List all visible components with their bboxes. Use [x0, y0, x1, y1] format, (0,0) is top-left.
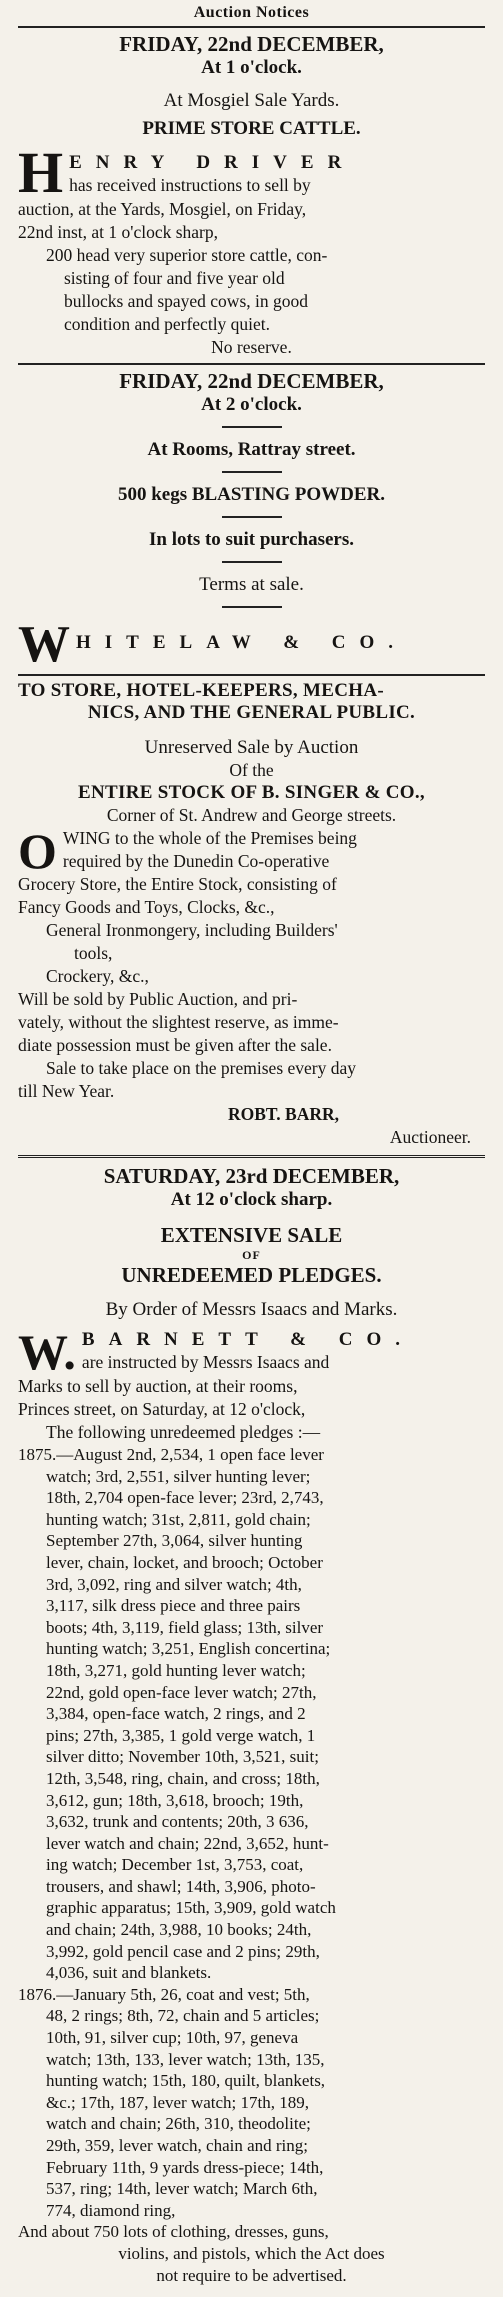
closing-line: And about 750 lots of clothing, dresses, guns,	[18, 2222, 329, 2242]
ad4-body-line: Princes street, on Saturday, at 12 o'clock,	[18, 1399, 306, 1419]
pledge-line: 29th, 359, lever watch, chain and ring;	[46, 2136, 309, 2155]
ad3-body-line: diate possession must be given after the sale.	[18, 1035, 332, 1055]
ad2-auctioneer-name: HITELAW & CO.	[76, 632, 408, 653]
ad3-signer: ROBT. BARR,	[228, 1104, 340, 1124]
ad3-body-line: vately, without the slightest reserve, as imme-	[18, 1012, 339, 1032]
pledge-line: lever, chain, locket, and brooch; October	[46, 1552, 323, 1572]
pledge-line: 10th, 91, silver cup; 10th, 97, geneva	[46, 2028, 299, 2048]
ad3-notice	[18, 823, 485, 879]
ad1-reserve: No reserve.	[211, 337, 292, 357]
ad1-body-line: auction, at the Yards, Mosgiel, on Friday,	[18, 199, 307, 219]
ad4-body-line: Marks to sell by auction, at their rooms,	[18, 1376, 298, 1396]
ad1-item-line: 200 head very superior store cattle, con-	[46, 245, 328, 265]
pledge-list-1876	[18, 1984, 485, 2222]
ad4-heading2: UNREDEEMED PLEDGES.	[121, 1263, 382, 1287]
ad3-dropcap: O	[18, 823, 57, 879]
ad3-sub2: Of the	[229, 760, 274, 780]
pledge-line: silver ditto; November 10th, 3,521, suit;	[46, 1747, 319, 1767]
ad3-list-item: Crockery, &c.,	[46, 966, 149, 986]
pledge-line: 22nd, gold open-face lever watch; 27th,	[46, 1682, 317, 1702]
ad3-body-line: required by the Dunedin Co-operative	[62, 851, 330, 871]
ad1-date: FRIDAY, 22nd DECEMBER,	[119, 32, 384, 56]
pledge-line: 3,632, trunk and contents; 20th, 3 636,	[46, 1812, 309, 1832]
pledge-line: 18th, 2,704 open-face lever; 23rd, 2,743,	[46, 1488, 324, 1508]
pledge-line: lever watch and chain; 22nd, 3,652, hunt-	[46, 1833, 329, 1853]
pledge-line: graphic apparatus; 15th, 3,909, gold watch	[46, 1898, 336, 1918]
pledge-line: hunting watch; 31st, 2,811, gold chain;	[46, 1509, 311, 1529]
pledge-line: 3,384, open-face watch, 2 rings, and 2	[46, 1704, 306, 1724]
short-rule	[222, 516, 282, 518]
pledge-line: 18th, 3,271, gold hunting lever watch;	[46, 1660, 306, 1680]
ad1-body-line: 22nd inst, at 1 o'clock sharp,	[18, 222, 218, 242]
ad1-body-line: has received instructions to sell by	[69, 175, 311, 195]
ad2-terms: Terms at sale.	[199, 574, 304, 595]
header-rule	[18, 26, 485, 28]
short-rule	[222, 471, 282, 473]
ad1-item-line: sisting of four and five year old	[64, 268, 285, 288]
pledge-list-1875	[18, 1444, 485, 1984]
ad2-item: 500 kegs BLASTING POWDER.	[117, 484, 386, 505]
pledge-line: ing watch; December 1st, 3,753, coat,	[46, 1855, 304, 1875]
pledge-line: 774, diamond ring,	[46, 2200, 176, 2220]
pledge-line: 3,612, gun; 18th, 3,618, brooch; 19th,	[46, 1790, 304, 1810]
ad-whitelaw-powder	[18, 369, 485, 673]
pledge-line: watch and chain; 26th, 310, theodolite;	[46, 2114, 311, 2134]
pledge-line: and chain; 24th, 3,988, 10 books; 24th,	[46, 1920, 312, 1940]
auction-notices-page	[9, 0, 494, 2286]
section-rule	[18, 1155, 485, 1158]
pledge-line: trousers, and shawl; 14th, 3,906, photo-	[46, 1876, 316, 1896]
pledge-line: &c.; 17th, 187, lever watch; 17th, 189,	[46, 2092, 309, 2112]
pledge-line: 1876.—January 5th, 26, coat and vest; 5th,	[18, 1984, 310, 2004]
ad2-place: At Rooms, Rattray street.	[147, 439, 356, 460]
ad4-auctioneer-name: BARNETT & CO.	[81, 1329, 415, 1350]
ad2-dropcap: W	[18, 616, 70, 673]
ad1-time: At 1 o'clock.	[201, 57, 302, 78]
pledge-line: 3rd, 3,092, ring and silver watch; 4th,	[46, 1574, 302, 1594]
ad2-auctioneer	[18, 616, 485, 673]
ad4-heading1: EXTENSIVE SALE	[160, 1223, 343, 1247]
ad3-body-line: WING to the whole of the Premises being	[62, 828, 357, 848]
pledge-line: 3,117, silk dress piece and three pairs	[46, 1596, 301, 1616]
closing-line: violins, and pistols, which the Act does	[118, 2243, 385, 2263]
page-header: Auction Notices	[193, 4, 310, 21]
ad-barnett-pledges	[18, 1164, 485, 2286]
pledge-line: 537, ring; 14th, lever watch; March 6th,	[46, 2179, 318, 2199]
ad4-time: At 12 o'clock sharp.	[170, 1189, 333, 1210]
ad-singer-stock	[18, 680, 485, 1149]
ad4-body-line: The following unredeemed pledges :—	[46, 1422, 321, 1442]
ad1-notice	[18, 140, 485, 205]
pledge-line: 3,992, gold pencil case and 2 pins; 29th,	[46, 1941, 320, 1961]
ad3-sub1: Unreserved Sale by Auction	[144, 737, 359, 758]
ad3-list-item: General Ironmongery, including Builders'	[46, 920, 338, 940]
pledge-line: September 27th, 3,064, silver hunting	[46, 1531, 303, 1551]
ad1-auctioneer-name: ENRY DRIVER	[69, 152, 356, 173]
ad3-list-item: Fancy Goods and Toys, Clocks, &c.,	[18, 897, 275, 917]
ad1-heading: PRIME STORE CATTLE.	[142, 118, 361, 139]
ad4-of: OF	[242, 1248, 261, 1262]
ad4-date: SATURDAY, 23rd DECEMBER,	[103, 1164, 400, 1188]
pledge-line: 12th, 3,548, ring, chain, and cross; 18th,	[46, 1768, 320, 1788]
section-rule	[18, 363, 485, 365]
pledge-line: boots; 4th, 3,119, field glass; 13th, silver	[46, 1617, 324, 1637]
pledge-line: hunting watch; 15th, 180, quilt, blankets,	[46, 2071, 326, 2091]
short-rule	[222, 426, 282, 428]
ad4-order: By Order of Messrs Isaacs and Marks.	[105, 1299, 398, 1320]
ad2-time: At 2 o'clock.	[201, 394, 302, 415]
pledge-line: 4,036, suit and blankets.	[46, 1963, 212, 1983]
closing-note	[18, 2221, 485, 2286]
ad3-list-item: tools,	[74, 943, 113, 963]
pledge-line: watch; 13th, 133, lever watch; 13th, 135,	[46, 2049, 325, 2069]
ad3-sub4: Corner of St. Andrew and George streets.	[106, 805, 397, 825]
closing-line: not require to be advertised.	[156, 2265, 347, 2285]
ad2-date: FRIDAY, 22nd DECEMBER,	[119, 369, 384, 393]
ad1-item-line: condition and perfectly quiet.	[64, 314, 271, 334]
ad3-body-line: till New Year.	[18, 1081, 115, 1101]
pledge-line: 1875.—August 2nd, 2,534, 1 open face lever	[18, 1445, 324, 1464]
section-rule	[18, 674, 485, 676]
ad1-item-line: bullocks and spayed cows, in good	[64, 291, 308, 311]
ad3-body-line: Will be sold by Public Auction, and pri-	[18, 989, 298, 1009]
ad-driver-cattle	[18, 32, 485, 359]
ad3-body-line: Grocery Store, the Entire Stock, consisting of	[18, 874, 337, 894]
ad4-body-line: are instructed by Messrs Isaacs and	[81, 1352, 330, 1372]
ad3-signer-title: Auctioneer.	[389, 1127, 471, 1147]
pledge-line: February 11th, 9 yards dress-piece; 14th,	[46, 2157, 324, 2177]
ad3-body-line: Sale to take place on the premises every day	[46, 1058, 357, 1078]
ad3-heading-line: TO STORE, HOTEL-KEEPERS, MECHA-	[18, 680, 384, 701]
ad1-dropcap: H	[18, 140, 64, 205]
short-rule	[222, 561, 282, 563]
short-rule	[222, 606, 282, 608]
ad2-lots: In lots to suit purchasers.	[149, 529, 354, 550]
pledge-line: hunting watch; 3,251, English concertina;	[46, 1639, 331, 1659]
ad4-notice	[18, 1324, 485, 1380]
ad3-sub3: ENTIRE STOCK OF B. SINGER & CO.,	[78, 782, 425, 803]
pledge-line: pins; 27th, 3,385, 1 gold verge watch, 1	[46, 1725, 316, 1745]
pledge-line: 48, 2 rings; 8th, 72, chain and 5 articles;	[46, 2006, 320, 2026]
ad1-place: At Mosgiel Sale Yards.	[163, 90, 340, 111]
pledge-line: watch; 3rd, 2,551, silver hunting lever;	[46, 1466, 311, 1486]
ad4-dropcap: W.	[18, 1324, 76, 1380]
ad3-heading-line: NICS, AND THE GENERAL PUBLIC.	[87, 702, 416, 723]
